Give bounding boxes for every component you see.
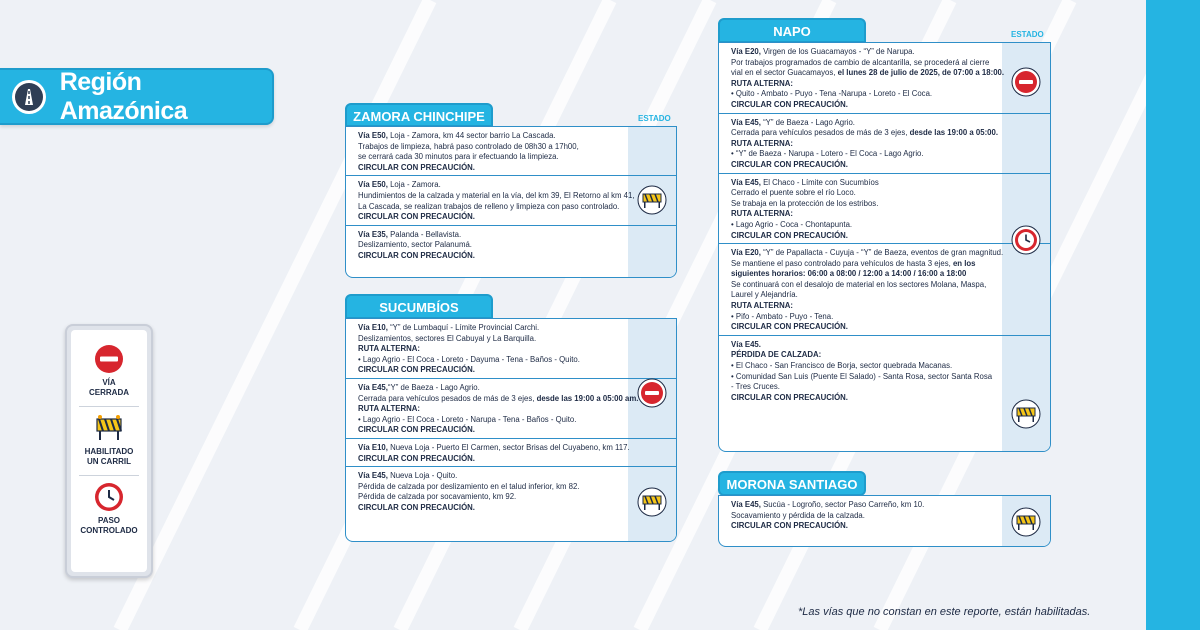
entry-line [731,118,998,129]
section-sucumbios [345,318,677,542]
entry-line-text: Hundimientos de la calzada y material en la vía, del km 39, El Retorno al km 41, [358,190,635,200]
entry-line-text: “Y” de Baeza - Lago Agrio. [387,382,480,392]
entry-line-text: se cerrará cada 30 minutos para ir efectuando la limpieza. [358,152,559,162]
entry-line [358,202,624,213]
section-title-napo: NAPO [718,18,866,43]
entry-line [358,131,624,142]
entry-line [358,471,624,482]
entry-line-lead: CIRCULAR CON PRECAUCIÓN. [731,99,848,109]
region-header [0,68,274,125]
road-report-entry [346,319,676,379]
entry-line [731,199,998,210]
entry-line-lead: Vía E20, [731,47,764,56]
entry-line [358,240,624,251]
entry-line [731,511,998,522]
entry-line [731,58,998,69]
entry-line-lead: CIRCULAR CON PRECAUCIÓN. [358,453,475,463]
road-report-entry [719,496,1050,534]
entry-line-text: Trabajos de limpieza, habrá paso controlado de 08h30 a 17h00, [358,141,579,151]
entry-line [731,521,998,532]
road-report-entry [346,226,676,264]
entry-line [731,89,998,100]
entry-line [731,290,998,301]
entry-line [358,355,624,366]
entry-line-lead: CIRCULAR CON PRECAUCIÓN. [731,159,848,169]
entry-line [731,220,998,231]
entry-line-lead: siguientes horarios: 06:00 a 08:00 / 12:00 a 14:00 / 16:00 a 18:00 [731,269,967,279]
entry-line [358,482,624,493]
entry-line-lead: Vía E50, [358,131,391,140]
entry-line [731,160,998,171]
barrier-icon [93,413,125,443]
entry-line-text: Pifo - Ambato - Puyo - Tena. [735,311,834,321]
barrier-icon [1011,507,1041,537]
entry-line [731,178,998,189]
entry-line-text: - Tres Cruces. [731,382,780,392]
entry-line-lead: RUTA ALTERNA: [731,301,793,311]
entry-line-lead: RUTA ALTERNA: [358,344,420,354]
road-closed-icon [1011,67,1041,97]
entry-line [358,230,624,241]
entry-line [731,188,998,199]
entry-line-text: Palanda - Bellavista. [390,229,462,239]
entry-line-text: Cerrada para vehículos pesados de más de 3 ejes, [358,393,537,403]
road-report-entry [346,127,676,176]
entry-line-text: “Y” de Papallacta - Cuyuja - “Y” de Baeza, eventos de gran magnitud. [763,248,1004,258]
road-closed-icon [637,378,667,408]
entry-line-text: Lago Agrio - Coca - Chontapunta. [735,219,853,229]
estado-label: ESTADO [638,114,671,123]
entry-line [731,340,998,351]
entry-line-lead: Vía E50, [358,180,391,190]
section-title-morona: MORONA SANTIAGO [718,471,866,496]
entry-line-lead: RUTA ALTERNA: [358,404,420,414]
entry-line-text: Comunidad San Luis (Puente El Salado) - Santa Rosa, sector Santa Rosa [735,371,993,381]
legend-panel [65,324,153,578]
entry-line [358,212,624,223]
legend-label: PASO CONTROLADO [80,516,138,535]
entry-line-text: Cerrado el puente sobre el río Loco. [731,188,856,198]
entry-line [731,301,998,312]
entry-line-text: Se trabaja en la protección de los estribos. [731,198,879,208]
entry-line [358,404,624,415]
entry-line-text: El Chaco - Límite con Sucumbíos [763,177,879,187]
road-report-entry [346,439,676,467]
entry-line-text: Lago Agrio - El Coca - Loreto - Narupa - Tena - Baños - Quito. [362,414,577,424]
entry-line-emphasis: desde las 19:00 a 05:00. [909,128,999,138]
entry-line-text: El Chaco - San Francisco de Borja, sector quebrada Macanas. [735,361,953,371]
entry-line-emphasis: desde las 19:00 a 05:00 am. [536,393,639,403]
entry-line [731,100,998,111]
legend-item-closed [79,338,139,407]
entry-line [731,259,998,270]
barrier-icon [637,487,667,517]
road-report-entry [719,244,1050,336]
road-closed-icon [94,344,124,374]
entry-line [731,68,1005,79]
clock-icon [94,482,124,512]
entry-line-lead: RUTA ALTERNA: [731,138,793,148]
entry-line-text: Quito - Ambato - Puyo - Tena -Narupa - Loreto - El Coca. [735,89,933,99]
entry-line-emphasis: en los [952,258,976,268]
entry-line-lead: CIRCULAR CON PRECAUCIÓN. [731,322,848,332]
entry-line-lead: Vía E35, [358,229,391,239]
legend-item-controlled [79,476,139,544]
entry-line-lead: CIRCULAR CON PRECAUCIÓN. [731,230,848,240]
section-zamora [345,126,677,278]
entry-line-lead: Vía E10, [358,323,391,332]
entry-line-lead: RUTA ALTERNA: [731,209,793,219]
entry-line [731,393,998,404]
entry-line [358,415,624,426]
entry-line [731,372,998,383]
entry-line-lead: Vía E45, [731,117,764,127]
entry-line-lead: Vía E45. [731,339,761,349]
entry-line [731,209,998,220]
entry-line-text: Nueva Loja - Quito. [390,471,458,481]
entry-line-lead: CIRCULAR CON PRECAUCIÓN. [731,521,848,531]
road-report-entry [719,43,1050,114]
road-report-entry [346,467,676,515]
entry-line-lead: Vía E20, [731,248,764,258]
entry-line-lead: Vía E45, [731,500,764,509]
entry-line-lead: CIRCULAR CON PRECAUCIÓN. [358,162,475,172]
section-morona [718,495,1051,547]
entry-line-lead: PÉRDIDA DE CALZADA: [731,350,822,360]
entry-line-text: Socavamiento y pérdida de la calzada. [731,510,865,520]
entry-line-lead: CIRCULAR CON PRECAUCIÓN. [731,392,848,402]
entry-line [731,280,998,291]
entry-line [358,251,624,262]
entry-line-lead: CIRCULAR CON PRECAUCIÓN. [358,250,475,260]
page-title: Región Amazónica [59,67,188,125]
entry-line-text: Virgen de los Guacamayos - “Y” de Narupa. [763,47,915,56]
entry-line [731,248,1004,259]
entry-line [358,425,624,436]
barrier-icon [1011,399,1041,429]
barrier-icon [637,185,667,215]
entry-line-text: “Y” de Baeza - Lago Agrio. [763,117,855,127]
road-report-entry [346,176,676,225]
estado-label: ESTADO [1011,30,1044,39]
section-title-sucumbios: SUCUMBÍOS [345,294,493,319]
entry-line-emphasis: el lunes 28 de julio de 2025, de 07:00 a 18:00. [837,68,1005,78]
entry-line [731,322,998,333]
entry-line-lead: CIRCULAR CON PRECAUCIÓN. [358,212,475,222]
legend-label: VÍA CERRADA [89,378,129,397]
entry-line [731,149,998,160]
entry-line [358,365,624,376]
entry-line [731,269,998,280]
clock-icon [1011,225,1041,255]
entry-line-text: Loja - Zamora, km 44 sector barrio La Cascada. [390,131,556,140]
entry-line-text: Cerrada para vehículos pesados de más de 3 ejes, [731,128,910,138]
entry-line-lead: CIRCULAR CON PRECAUCIÓN. [358,502,475,512]
entry-line-text: Pérdida de calzada por socavamiento, km 92. [358,492,517,502]
entry-line-text: La Cascada, se realizan trabajos de relleno y limpieza con paso controlado. [358,201,620,211]
right-accent-bar [1146,0,1200,630]
entry-line [731,139,998,150]
entry-line-lead: Vía E45, [358,471,391,481]
entry-line-text: Loja - Zamora. [390,180,441,190]
footnote: *Las vías que no constan en este reporte, están habilitadas. [798,606,1091,618]
entry-line [358,323,624,334]
entry-line [358,393,639,405]
road-region-icon [12,80,46,114]
entry-line [358,190,635,202]
entry-line-text: Deslizamiento, sector Palanumá. [358,240,472,250]
entry-line-text: Sucúa - Logroño, sector Paso Carreño, km 10. [763,500,925,509]
entry-line [358,344,624,355]
entry-line [731,47,998,58]
entry-line-text: “Y” de Lumbaquí - Límite Provincial Carchi. [390,323,540,332]
entry-line [358,180,624,191]
entry-line-text: Deslizamientos, sectores El Cabuyal y La Barquilla. [358,333,537,343]
entry-line [731,312,998,323]
entry-line-text: Pérdida de calzada por deslizamiento en el talud inferior, km 82. [358,481,580,491]
entry-line [731,79,998,90]
entry-line [358,454,624,465]
entry-line-lead: CIRCULAR CON PRECAUCIÓN. [358,365,475,375]
entry-line-lead: Vía E45, [358,382,388,392]
entry-line-text: “Y” de Baeza - Narupa - Lotero - El Coca - Lago Agrio. [735,149,924,159]
entry-line [358,163,624,174]
entry-line-text: Se continuará con el desalojo de material en los sectores Molana, Maspa, [731,279,987,289]
entry-line [731,350,998,361]
entry-line [358,442,630,454]
section-napo [718,42,1051,452]
entry-line [358,383,624,394]
entry-line [358,334,624,345]
entry-line [731,500,998,511]
entry-line-text: Por trabajos programados de cambio de alcantarilla, se procederá al cierre [731,57,990,67]
entry-line [358,492,624,503]
entry-line-lead: Vía E10, [358,442,391,452]
road-report-entry [346,379,676,439]
entry-line-lead: RUTA ALTERNA: [731,78,793,88]
entry-line-text: vial en el sector Guacamayos, [731,68,838,78]
road-report-entry [719,336,1050,406]
road-report-entry [719,174,1050,245]
section-title-zamora: ZAMORA CHINCHIPE [345,103,493,127]
entry-line [731,231,998,242]
entry-line-text: Lago Agrio - El Coca - Loreto - Dayuma - Tena - Baños - Quito. [362,354,580,364]
road-report-entry [719,114,1050,174]
legend-item-one-lane [79,407,139,476]
entry-line [731,128,998,139]
entry-line-lead: Vía E45, [731,177,764,187]
entry-line-text: Laurel y Alejandría. [731,290,798,300]
entry-line [731,361,998,372]
entry-line [731,382,998,393]
legend-label: HABILITADO UN CARRIL [84,447,134,466]
entry-line-text: Se mantiene el paso controlado para vehículos de hasta 3 ejes, [731,258,953,268]
entry-line [358,152,624,163]
entry-line-text: Nueva Loja - Puerto El Carmen, sector Brisas del Cuyabeno, km 117. [390,442,630,452]
entry-line [358,503,624,514]
entry-line [358,142,624,153]
entry-line-lead: CIRCULAR CON PRECAUCIÓN. [358,425,475,435]
